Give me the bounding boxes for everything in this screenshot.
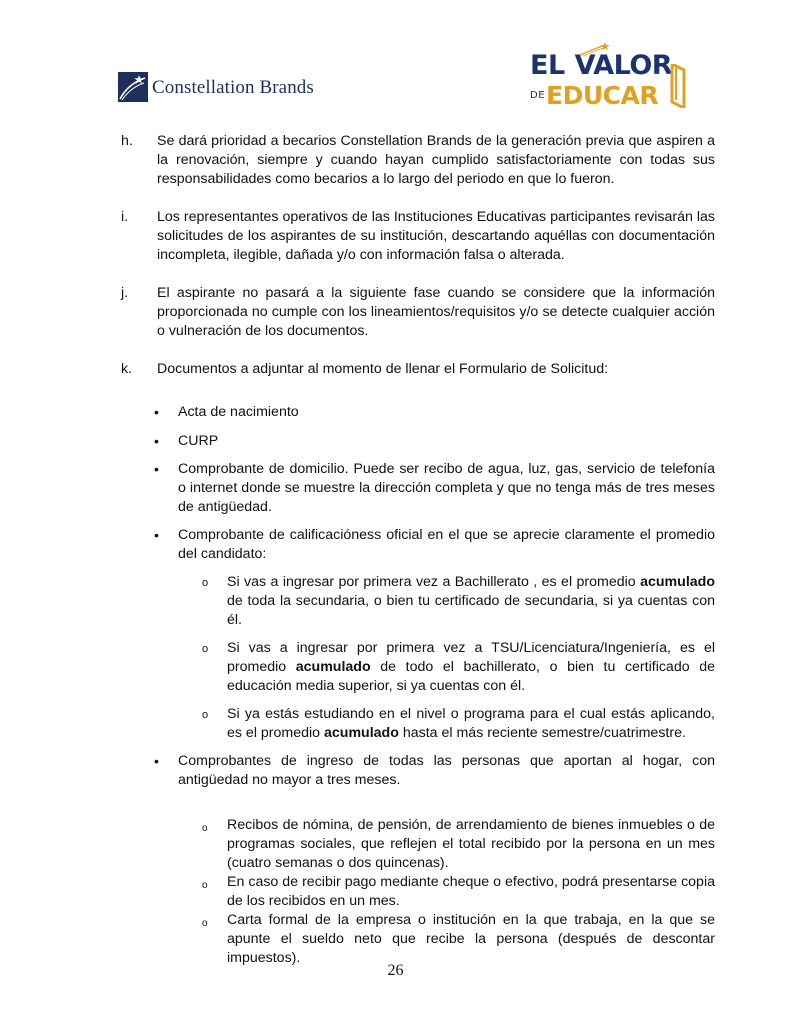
item-marker: i. bbox=[121, 209, 129, 225]
constellation-brands-logo bbox=[118, 70, 314, 104]
document-text: Acta de nacimiento bbox=[178, 404, 299, 420]
item-text: Documentos a adjuntar al momento de llenar el Formulario de Solicitud: bbox=[157, 361, 609, 377]
document-text: Comprobante de calificacióness oficial en el que se aprecie claramente el promedio del candidato: bbox=[178, 527, 715, 562]
page-header bbox=[0, 0, 791, 120]
list-item-h bbox=[121, 132, 715, 189]
item-marker: j. bbox=[121, 285, 129, 301]
logo-word-educar: EDUCAR bbox=[546, 81, 659, 110]
item-text: Se dará prioridad a becarios Constellation Brands de la generación previa que aspiren a la renovación, siempre y cuando hayan cumplido satisfactoriamente con todas sus responsabilidades como becarios a lo largo del periodo en que lo fueron. bbox=[157, 133, 715, 187]
constellation-brands-wordmark: Constellation Brands bbox=[152, 76, 314, 98]
el-valor-de-educar-logo bbox=[528, 46, 688, 116]
logo-word-el: EL bbox=[530, 50, 565, 81]
bullet-icon: • bbox=[154, 433, 159, 449]
income-subitem: o Recibos de nómina, de pensión, de arrendamiento de bienes inmuebles o de programas sociales, que reflejen el total recibido por la persona en un mes (cuatro semanas o dos quincenas). bbox=[202, 817, 715, 871]
item-text: El aspirante no pasará a la siguiente fase cuando se considere que la información proporcionada no cumple con los lineamientos/requisitos y/o se detecte cualquier acción o vulneración de los documentos. bbox=[157, 285, 715, 339]
page-number: 26 bbox=[387, 962, 404, 979]
logo-line-el-valor bbox=[530, 50, 673, 81]
grades-subitem: o Si vas a ingresar por primera vez a Bachillerato , es el promedio acumulado de toda la secundaria, o bien tu certificado de secundaria, si ya cuentas con él. bbox=[202, 574, 715, 628]
bullet-icon: • bbox=[154, 527, 159, 543]
list-item-i bbox=[121, 208, 715, 265]
circle-bullet-icon: o bbox=[202, 880, 208, 891]
document-text: Comprobantes de ingreso de todas las personas que aportan al hogar, con antigüedad no mayor a tres meses. bbox=[178, 753, 715, 788]
income-subitem: o Carta formal de la empresa o institución en la que trabaja, en la que se apunte el sueldo neto que recibe la persona (después de descontar impuestos). bbox=[202, 912, 715, 966]
circle-bullet-icon: o bbox=[202, 918, 208, 929]
document-text: CURP bbox=[178, 433, 219, 449]
list-item-j bbox=[121, 284, 715, 341]
item-text: Los representantes operativos de las Instituciones Educativas participantes revisarán las solicitudes de los aspirantes de su institución, descartando aquéllas con documentación incompleta, ilegible, dañada y/o con información falsa o alterada. bbox=[157, 209, 715, 263]
item-marker: h. bbox=[121, 133, 133, 149]
document-item bbox=[121, 403, 715, 422]
logo-word-de: DE bbox=[530, 90, 546, 101]
circle-bullet-icon: o bbox=[202, 577, 209, 589]
bullet-icon: • bbox=[154, 753, 159, 769]
document-item bbox=[121, 460, 715, 517]
circle-bullet-icon: o bbox=[202, 823, 208, 834]
constellation-star-icon bbox=[118, 72, 148, 102]
grades-subitem: o Si ya estás estudiando en el nivel o programa para el cual estás aplicando, es el promedio acumulado hasta el más reciente semestre/cuatrimestre. bbox=[202, 706, 715, 741]
circle-bullet-icon: o bbox=[202, 643, 209, 655]
document-item bbox=[121, 526, 715, 564]
logo-line-de-educar bbox=[530, 81, 659, 110]
book-icon bbox=[670, 64, 686, 108]
document-item bbox=[121, 432, 715, 451]
item-marker: k. bbox=[121, 361, 133, 377]
grades-subitem: o Si vas a ingresar por primera vez a TSU/Licenciatura/Ingeniería, es el promedio acumulado de todo el bachillerato, o bien tu certificado de educación media superior, si ya cuentas con él. bbox=[202, 640, 715, 694]
document-item bbox=[121, 752, 715, 790]
logo-word-valor: VALOR bbox=[574, 50, 673, 81]
page-body bbox=[121, 132, 715, 968]
list-item-k bbox=[121, 360, 715, 379]
income-subitem: o En caso de recibir pago mediante cheque o efectivo, podrá presentarse copia de los recibidos en un mes. bbox=[202, 874, 715, 909]
document-text: Comprobante de domicilio. Puede ser recibo de agua, luz, gas, servicio de telefonía o internet donde se muestre la dirección completa y que no tenga más de tres meses de antigüedad. bbox=[178, 461, 715, 515]
circle-bullet-icon: o bbox=[202, 709, 209, 721]
bullet-icon: • bbox=[154, 404, 159, 420]
bullet-icon: • bbox=[154, 461, 159, 477]
